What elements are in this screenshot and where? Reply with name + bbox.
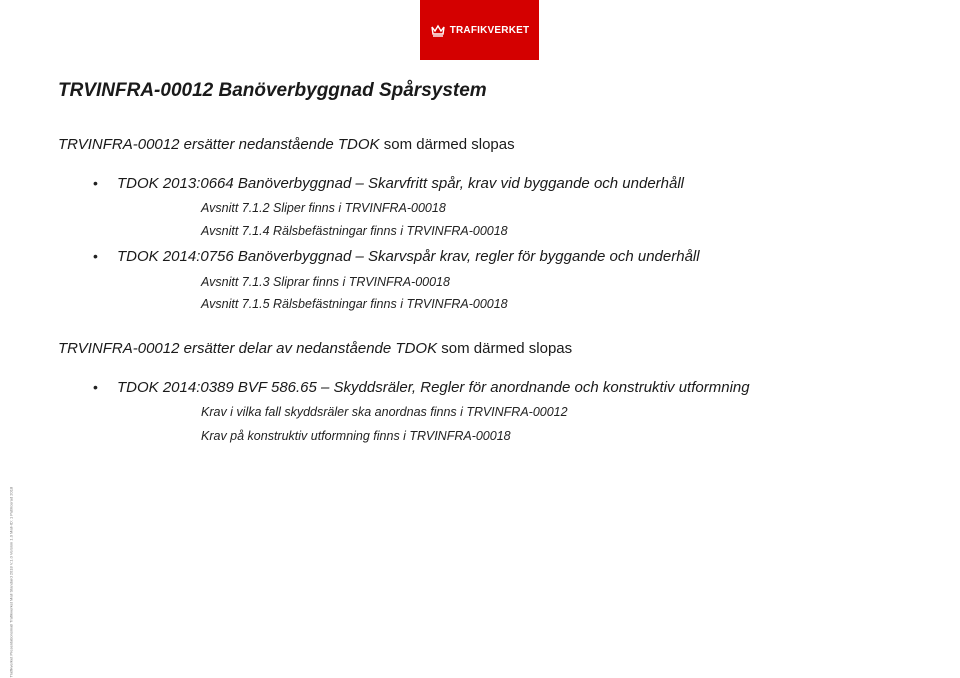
- list-item-text: TDOK 2014:0389 BVF 586.65 – Skyddsräler, Regler för anordnande och konstruktiv utformning: [117, 379, 750, 396]
- sub-item: [201, 429, 511, 443]
- sub-item-text: Avsnitt 7.1.3 Sliprar finns i TRVINFRA-00018: [201, 275, 450, 289]
- list-item-text: TDOK 2014:0756 Banöverbyggnad – Skarvspår krav, regler för byggande och underhåll: [117, 248, 700, 265]
- side-footer-text: Trafikverket Presentationsmall Trafikverket Mall Standard 2018 V.1.0 Version 1.0 Mall-ID: 1 Publicerad 2018: [8, 486, 14, 678]
- sub-item: [201, 224, 508, 238]
- list-item: [117, 175, 684, 192]
- sub-item-text: Avsnitt 7.1.2 Sliper finns i TRVINFRA-00018: [201, 201, 446, 215]
- sub-item-text: Avsnitt 7.1.4 Rälsbefästningar finns i TRVINFRA-00018: [201, 224, 508, 238]
- sub-item: [201, 275, 450, 289]
- section2-heading-tdok: TDOK: [395, 340, 438, 357]
- logo-text: TRAFIKVERKET: [449, 24, 530, 36]
- sub-item-text: Avsnitt 7.1.5 Rälsbefästningar finns i TRVINFRA-00018: [201, 297, 508, 311]
- sub-item-text: Krav på konstruktiv utformning finns i TRVINFRA-00018: [201, 429, 511, 443]
- trafikverket-logo: [420, 0, 539, 60]
- bullet-marker: •: [93, 248, 98, 264]
- section1-heading-tdok: TDOK: [337, 136, 380, 153]
- section2-heading: [58, 340, 572, 357]
- sub-item-text: Krav i vilka fall skyddsräler ska anordnas finns i TRVINFRA-00012: [201, 405, 568, 419]
- bullet-marker: •: [93, 379, 98, 395]
- sub-item: [201, 405, 568, 419]
- crown-icon: [430, 22, 446, 38]
- section2-heading-part-a: TRVINFRA-00012 ersätter delar av nedanstående: [58, 340, 396, 357]
- section1-heading-part-a: TRVINFRA-00012 ersätter nedanstående: [58, 136, 338, 153]
- sub-item: [201, 201, 446, 215]
- section2-heading-part-b: som därmed slopas: [437, 340, 573, 357]
- bullet-marker: •: [93, 175, 98, 191]
- list-item-text: TDOK 2013:0664 Banöverbyggnad – Skarvfritt spår, krav vid byggande och underhåll: [117, 175, 685, 192]
- section1-heading: [58, 136, 515, 153]
- list-item: [117, 248, 700, 265]
- page-title: TRVINFRA-00012 Banöverbyggnad Spårsystem: [58, 80, 487, 101]
- sub-item: [201, 297, 508, 311]
- section1-heading-part-b: som därmed slopas: [379, 136, 515, 153]
- list-item: [117, 379, 750, 396]
